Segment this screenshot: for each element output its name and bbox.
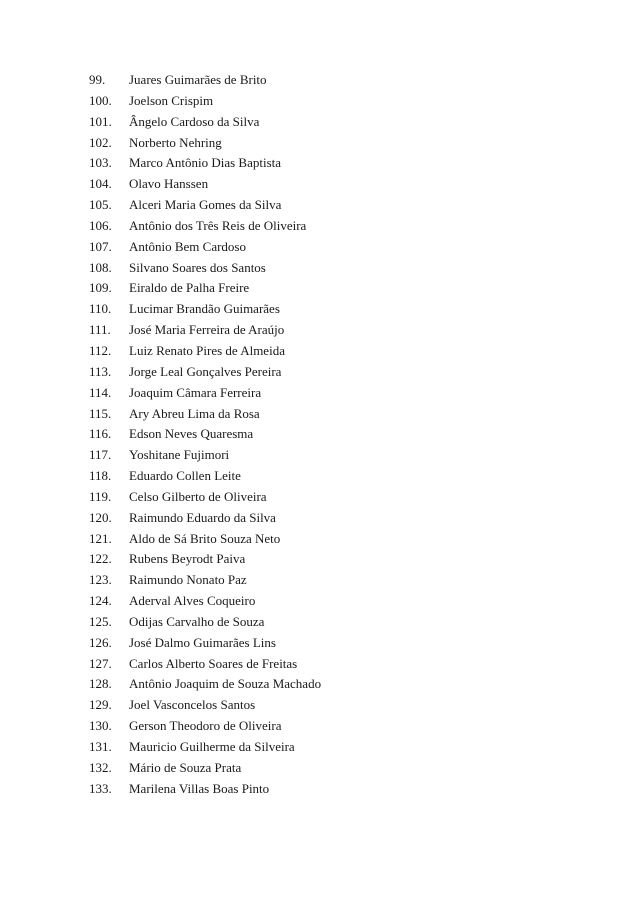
item-number: 100. — [89, 92, 112, 108]
name-list — [89, 72, 321, 802]
item-number: 130. — [89, 718, 112, 734]
item-name: José Maria Ferreira de Araújo — [129, 322, 285, 338]
item-name: Raimundo Nonato Paz — [129, 572, 247, 588]
list-item — [89, 301, 321, 322]
item-number: 105. — [89, 197, 112, 213]
item-name: Olavo Hanssen — [129, 176, 209, 192]
item-name: Marco Antônio Dias Baptista — [129, 155, 282, 171]
list-item — [89, 93, 321, 114]
item-name: Ary Abreu Lima da Rosa — [129, 405, 260, 421]
item-name: Juares Guimarães de Brito — [129, 72, 267, 87]
list-item — [89, 760, 321, 781]
item-name: Gerson Theodoro de Oliveira — [129, 718, 282, 734]
item-number: 116. — [89, 426, 112, 442]
list-item — [89, 260, 321, 281]
list-item — [89, 114, 321, 135]
list-item — [89, 635, 321, 656]
item-number: 122. — [89, 551, 112, 567]
item-name: Mário de Souza Prata — [129, 759, 242, 775]
list-item — [89, 176, 321, 197]
item-name: Joelson Crispim — [129, 92, 214, 108]
item-name: Odijas Carvalho de Souza — [129, 613, 265, 629]
item-number: 107. — [89, 238, 112, 254]
item-name: Raimundo Eduardo da Silva — [129, 509, 276, 525]
item-number: 114. — [89, 384, 112, 400]
item-name: Silvano Soares dos Santos — [129, 259, 266, 275]
item-number: 111. — [89, 322, 111, 338]
item-name: Joel Vasconcelos Santos — [129, 697, 256, 713]
item-name: Jorge Leal Gonçalves Pereira — [129, 363, 282, 379]
item-number: 110. — [89, 301, 112, 317]
item-name: Antônio dos Três Reis de Oliveira — [129, 217, 307, 233]
list-item — [89, 155, 321, 176]
item-number: 121. — [89, 530, 112, 546]
item-name: Eiraldo de Palha Freire — [129, 280, 250, 296]
item-number: 125. — [89, 613, 112, 629]
item-name: Ângelo Cardoso da Silva — [129, 113, 260, 129]
item-number: 109. — [89, 280, 112, 296]
list-item — [89, 280, 321, 301]
item-number: 117. — [89, 447, 112, 463]
list-item — [89, 468, 321, 489]
list-item — [89, 426, 321, 447]
item-number: 133. — [89, 780, 112, 796]
list-item — [89, 197, 321, 218]
item-number: 104. — [89, 176, 112, 192]
item-number: 127. — [89, 655, 112, 671]
item-number: 106. — [89, 217, 112, 233]
list-item — [89, 718, 321, 739]
item-name: Joaquim Câmara Ferreira — [129, 384, 262, 400]
list-item — [89, 72, 321, 93]
item-number: 123. — [89, 572, 112, 588]
item-number: 101. — [89, 113, 112, 129]
item-name: Luiz Renato Pires de Almeida — [129, 342, 285, 358]
list-item — [89, 218, 321, 239]
item-number: 128. — [89, 676, 112, 692]
item-name: Antônio Joaquim de Souza Machado — [129, 676, 322, 692]
item-number: 118. — [89, 468, 112, 484]
list-item — [89, 572, 321, 593]
item-number: 126. — [89, 634, 112, 650]
item-number: 115. — [89, 405, 112, 421]
item-number: 99. — [89, 72, 106, 87]
list-item — [89, 531, 321, 552]
item-number: 132. — [89, 759, 112, 775]
list-item — [89, 614, 321, 635]
list-item — [89, 656, 321, 677]
list-item — [89, 447, 321, 468]
item-name: Aderval Alves Coqueiro — [129, 593, 256, 609]
item-number: 103. — [89, 155, 112, 171]
list-item — [89, 676, 321, 697]
list-item — [89, 385, 321, 406]
item-number: 120. — [89, 509, 112, 525]
list-item — [89, 364, 321, 385]
item-name: Norberto Nehring — [129, 134, 222, 150]
item-number: 131. — [89, 739, 112, 754]
item-name: Eduardo Collen Leite — [129, 468, 241, 484]
item-number: 112. — [89, 342, 112, 358]
item-number: 129. — [89, 697, 112, 713]
item-name: Rubens Beyrodt Paiva — [129, 551, 246, 567]
item-number: 113. — [89, 363, 112, 379]
list-item — [89, 135, 321, 156]
list-item — [89, 739, 321, 760]
list-item — [89, 510, 321, 531]
list-item — [89, 343, 321, 364]
item-number: 102. — [89, 134, 112, 150]
item-number: 124. — [89, 593, 112, 609]
list-item — [89, 697, 321, 718]
item-number: 108. — [89, 259, 112, 275]
item-name: Celso Gilberto de Oliveira — [129, 488, 267, 504]
item-name: Aldo de Sá Brito Souza Neto — [129, 530, 281, 546]
item-name: José Dalmo Guimarães Lins — [129, 634, 276, 650]
item-name: Mauricio Guilherme da Silveira — [129, 739, 295, 754]
list-item — [89, 489, 321, 510]
item-name: Alceri Maria Gomes da Silva — [129, 197, 282, 213]
list-item — [89, 593, 321, 614]
list-item — [89, 781, 321, 802]
item-number: 119. — [89, 488, 112, 504]
item-name: Marilena Villas Boas Pinto — [129, 780, 270, 796]
item-name: Antônio Bem Cardoso — [129, 238, 246, 254]
item-name: Yoshitane Fujimori — [129, 447, 230, 463]
list-item — [89, 406, 321, 427]
list-item — [89, 239, 321, 260]
list-item — [89, 551, 321, 572]
list-item — [89, 322, 321, 343]
item-name: Carlos Alberto Soares de Freitas — [129, 655, 298, 671]
item-name: Edson Neves Quaresma — [129, 426, 254, 442]
item-name: Lucimar Brandão Guimarães — [129, 301, 280, 317]
